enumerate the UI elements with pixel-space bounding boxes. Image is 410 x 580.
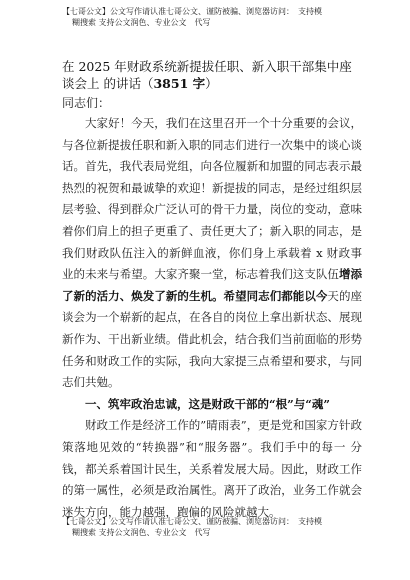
document-body: [62, 113, 362, 523]
title-close: ）: [205, 76, 218, 91]
title-word-count: 3851 字: [153, 76, 206, 91]
header-line-1: 【七哥公文】公文写作请认准七哥公文、谨防被骗、浏览器访问： 支持模: [62, 7, 322, 16]
footer-line-2: 糊搜索 支持公文润色、专业公文 代写: [72, 528, 211, 537]
page-footer-watermark: [62, 516, 322, 538]
header-line-2: 糊搜索 支持公文润色、专业公文 代写: [72, 18, 211, 27]
paragraph-opening-text: 大家好！今天，我们在这里召开一个十分重要的会议，与各位新提拔任职和新入职的同志们进行一次集中的谈心谈话。首先，我代表局党组，向各位履新和加盟的同志表示最热烈的祝贺和最诚挚的欢迎！新提拔的同志，是经过组织层层考验、得到群众广泛认可的骨干力量，岗位的变动，意味着你们肩上的担子更重了、责任更大了；新入职的同志，是我们财政队伍注入的新鲜血液，你们身上承载着 x 财政事 业的未来与希望。大家齐聚一堂，标志着我们这支队伍: [62, 116, 362, 282]
paragraph-section-1: 财政工作是经济工作的”晴雨表”，更是党和国家方针政策落地见效的“转换器”和“服务器”。我们手中的每一 分钱，都关系着国计民生，关系着发展大局。因此，财政工作的第一属性，必须是政治属性。离开了政治，业务工作就会迷失方向，能力越强，跑偏的风险就越大。: [62, 418, 362, 519]
paragraph-opening-tail: 天的座 谈会为一个崭新的起点，在各自的岗位上拿出新状态、展现 新作为、干出新业绩。借此机会，结合我们当前面临的形势 任务和财政工作的实际，我向大家提三点希望和要求，与同 志们共勉。: [62, 288, 363, 390]
section-heading-1-a: 一、筑牢政治忠诚，这是: [85, 396, 212, 411]
section-heading-1: [62, 394, 362, 416]
salutation: 同志们：: [62, 96, 111, 110]
footer-line-1: 【七哥公文】公文写作请认准七哥公文、谨防被骗、浏览器访问： 支持模: [62, 517, 322, 526]
document-title: [62, 58, 362, 92]
page-header-watermark: [62, 6, 322, 28]
section-heading-1-b: 财政干部的“根”与“魂”: [211, 396, 330, 411]
paragraph-opening: [62, 113, 362, 394]
paragraph-opening-emphasis: 增添 了新的活力、焕发了新的生机。希望同志们都能以今: [62, 267, 363, 303]
title-text: 在 2025 年财政系统新提拔任职、新入职干部集中座谈会上 的讲话（: [62, 59, 352, 91]
